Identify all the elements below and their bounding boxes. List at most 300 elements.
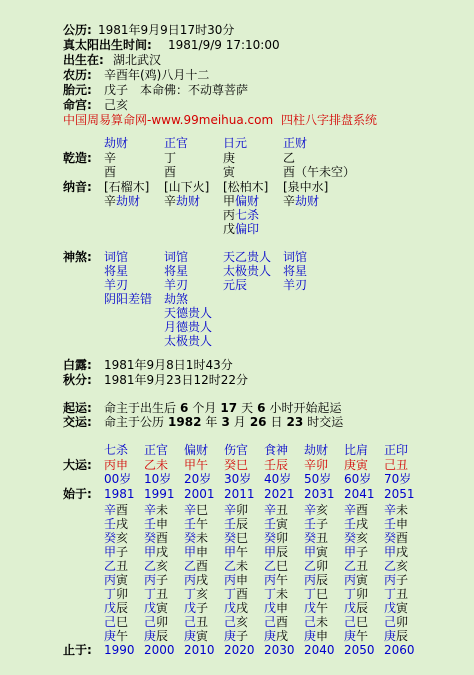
liunian-gan: 丁 [304, 587, 317, 601]
liunian-item [184, 559, 208, 573]
pillar-canggan [223, 208, 259, 222]
liunian-item [224, 517, 248, 531]
liunian-item [104, 615, 128, 629]
yun-number: 3 [221, 415, 230, 429]
liunian-zhi: 寅 [276, 517, 289, 531]
liunian-zhi: 亥 [196, 587, 209, 601]
csd-label: 出生在: [63, 53, 104, 67]
liunian-item [264, 615, 288, 629]
liunian-gan: 庚 [344, 629, 357, 643]
liunian-gan: 壬 [304, 517, 317, 531]
liunian-gan: 丙 [264, 573, 277, 587]
liunian-gan: 丙 [304, 573, 317, 587]
liunian-gan: 癸 [144, 531, 157, 545]
liunian-item [144, 601, 168, 615]
liunian-item [304, 559, 328, 573]
site-link[interactable] [63, 113, 377, 127]
canggan-shishen: 七杀 [235, 208, 260, 222]
liunian-gan: 己 [104, 615, 117, 629]
liunian-item [344, 531, 368, 545]
liunian-zhi: 子 [156, 573, 169, 587]
gongli-value: 1981年9月9日17时30分 [98, 23, 235, 37]
liunian-gan: 庚 [184, 629, 197, 643]
yun-number: 17 [220, 401, 238, 415]
liunian-item [104, 531, 128, 545]
liunian-zhi: 申 [276, 601, 289, 615]
liunian-item [104, 573, 128, 587]
site-link-url[interactable]: 中国周易算命网-www.99meihua.com [63, 113, 274, 127]
liunian-item [304, 573, 328, 587]
pillar-canggan [283, 194, 319, 208]
liunian-zhi: 未 [396, 503, 409, 517]
dayun-end-year: 2040 [304, 643, 335, 657]
liunian-item [344, 573, 368, 587]
pillar-shishen: 正财 [283, 136, 308, 150]
liunian-zhi: 巳 [236, 531, 249, 545]
dayun-start-year: 2031 [304, 487, 335, 501]
liunian-zhi: 申 [236, 573, 249, 587]
liunian-item [104, 517, 128, 531]
liunian-item [224, 615, 248, 629]
liunian-item [384, 587, 408, 601]
site-link-tail[interactable]: 四柱八字排盘系统 [281, 113, 378, 127]
liunian-item [224, 601, 248, 615]
liunian-gan: 戊 [264, 601, 277, 615]
liunian-gan: 乙 [104, 559, 117, 573]
liunian-item [304, 503, 328, 517]
liunian-item [344, 629, 368, 643]
liunian-gan: 丙 [184, 573, 197, 587]
liunian-item [224, 559, 248, 573]
liunian-zhi: 戌 [116, 517, 129, 531]
dayun-end-year: 2000 [144, 643, 175, 657]
liunian-zhi: 戌 [196, 573, 209, 587]
liunian-item [264, 545, 288, 559]
liunian-zhi: 寅 [156, 601, 169, 615]
liunian-zhi: 卯 [236, 503, 249, 517]
dayun-start-year: 2011 [224, 487, 255, 501]
jiaoyun-text [104, 415, 343, 429]
liunian-item [344, 545, 368, 559]
liunian-gan: 辛 [184, 503, 197, 517]
qiyun-text [104, 401, 341, 415]
liunian-item [224, 503, 248, 517]
liunian-zhi: 戌 [276, 629, 289, 643]
liunian-zhi: 子 [356, 545, 369, 559]
qianzao-label: 乾造: [63, 151, 92, 165]
pillar-dizhi: 酉 [104, 165, 117, 179]
liunian-gan: 戊 [344, 601, 357, 615]
liunian-item [184, 503, 208, 517]
liunian-gan: 戊 [384, 601, 397, 615]
liunian-item [144, 615, 168, 629]
liunian-gan: 庚 [144, 629, 157, 643]
shensha-item: 月德贵人 [164, 320, 213, 334]
minggong-label: 命宫: [63, 98, 92, 112]
dayun-age: 40岁 [264, 472, 292, 486]
liunian-zhi: 亥 [356, 531, 369, 545]
liunian-zhi: 丑 [396, 587, 409, 601]
liunian-gan: 甲 [224, 545, 237, 559]
liunian-gan: 壬 [144, 517, 157, 531]
liunian-item [184, 531, 208, 545]
liunian-gan: 壬 [184, 517, 197, 531]
pillar-tiangan: 庚 [223, 151, 236, 165]
liunian-zhi: 酉 [156, 531, 169, 545]
liunian-item [344, 615, 368, 629]
liunian-gan: 己 [344, 615, 357, 629]
liunian-item [304, 531, 328, 545]
liunian-item [144, 629, 168, 643]
dayun-shishen: 正官 [144, 443, 169, 457]
dayun-start-year: 1981 [104, 487, 135, 501]
dayun-end-year: 2010 [184, 643, 215, 657]
liunian-item [144, 517, 168, 531]
liunian-item [224, 531, 248, 545]
dayun-shishen: 伤官 [224, 443, 249, 457]
liunian-item [384, 503, 408, 517]
canggan-gan: 戊 [223, 222, 236, 236]
dayun-start-label: 始于: [63, 487, 92, 501]
gongli-label: 公历: [63, 23, 92, 37]
pillar-tiangan: 辛 [104, 151, 117, 165]
liunian-item [144, 531, 168, 545]
liunian-zhi: 酉 [196, 559, 209, 573]
liunian-item [304, 601, 328, 615]
liunian-gan: 庚 [224, 629, 237, 643]
liunian-zhi: 亥 [236, 615, 249, 629]
liunian-gan: 丙 [344, 573, 357, 587]
shensha-item: 劫煞 [164, 292, 189, 306]
canggan-shishen: 劫财 [176, 194, 201, 208]
zty-label: 真太阳出生时间: [63, 38, 152, 52]
liunian-gan: 己 [264, 615, 277, 629]
liunian-item [104, 545, 128, 559]
liunian-zhi: 午 [316, 601, 329, 615]
yun-number: 6 [180, 401, 189, 415]
jiaoyun-label: 交运: [63, 415, 92, 429]
liunian-gan: 辛 [104, 503, 117, 517]
shensha-item: 词馆 [164, 250, 189, 264]
liunian-item [224, 587, 248, 601]
liunian-item [304, 615, 328, 629]
liunian-item [384, 531, 408, 545]
taiyuan-value: 戊子 本命佛：不动尊菩萨 [104, 83, 249, 97]
liunian-gan: 丙 [384, 573, 397, 587]
liunian-zhi: 酉 [236, 587, 249, 601]
dayun-age: 60岁 [344, 472, 372, 486]
liunian-zhi: 午 [116, 629, 129, 643]
dayun-label: 大运: [63, 458, 92, 472]
nayin-label: 纳音: [63, 180, 92, 194]
dayun-age: 00岁 [104, 472, 132, 486]
liunian-zhi: 子 [316, 517, 329, 531]
liunian-item [304, 517, 328, 531]
liunian-gan: 甲 [264, 545, 277, 559]
liunian-item [144, 545, 168, 559]
liunian-zhi: 酉 [276, 615, 289, 629]
pillar-canggan [104, 194, 140, 208]
liunian-zhi: 寅 [396, 601, 409, 615]
liunian-gan: 庚 [384, 629, 397, 643]
liunian-gan: 己 [224, 615, 237, 629]
liunian-zhi: 酉 [396, 531, 409, 545]
nongli-label: 农历: [63, 68, 92, 82]
liunian-gan: 癸 [384, 531, 397, 545]
liunian-item [384, 601, 408, 615]
liunian-item [344, 503, 368, 517]
liunian-gan: 戊 [304, 601, 317, 615]
shensha-item: 词馆 [283, 250, 308, 264]
liunian-item [184, 615, 208, 629]
liunian-item [384, 517, 408, 531]
liunian-item [184, 587, 208, 601]
yun-number: 23 [286, 415, 304, 429]
dayun-shishen: 劫财 [304, 443, 329, 457]
liunian-zhi: 未 [316, 615, 329, 629]
yun-text: 小时开始起运 [269, 401, 342, 415]
liunian-item [144, 573, 168, 587]
liunian-gan: 戊 [224, 601, 237, 615]
liunian-item [344, 517, 368, 531]
canggan-gan: 甲 [223, 194, 236, 208]
liunian-item [184, 545, 208, 559]
liunian-gan: 辛 [144, 503, 157, 517]
liunian-zhi: 丑 [276, 503, 289, 517]
dayun-age: 10岁 [144, 472, 172, 486]
liunian-zhi: 午 [356, 629, 369, 643]
liunian-item [344, 601, 368, 615]
pillar-nayin: [泉中水] [283, 180, 329, 194]
canggan-shishen: 劫财 [116, 194, 141, 208]
liunian-item [144, 559, 168, 573]
dayun-end-year: 2050 [344, 643, 375, 657]
yun-text: 命主于出生后 [104, 401, 177, 415]
liunian-zhi: 寅 [196, 629, 209, 643]
liunian-zhi: 寅 [316, 545, 329, 559]
pillar-dizhi: 酉（午未空） [283, 165, 356, 179]
shensha-item: 元辰 [223, 278, 248, 292]
liunian-zhi: 辰 [396, 629, 409, 643]
pillar-nayin: [石榴木] [104, 180, 150, 194]
pillar-canggan [164, 194, 200, 208]
liunian-zhi: 亥 [116, 531, 129, 545]
liunian-item [224, 573, 248, 587]
dayun-start-year: 2051 [384, 487, 415, 501]
shensha-item: 羊刃 [164, 278, 189, 292]
canggan-gan: 丙 [223, 208, 236, 222]
liunian-item [264, 503, 288, 517]
pillar-canggan [223, 194, 259, 208]
liunian-item [104, 503, 128, 517]
liunian-zhi: 丑 [196, 615, 209, 629]
dayun-end-year: 2020 [224, 643, 255, 657]
canggan-shishen: 劫财 [295, 194, 320, 208]
dayun-age: 70岁 [384, 472, 412, 486]
liunian-item [184, 517, 208, 531]
liunian-zhi: 午 [276, 573, 289, 587]
dayun-ganzhi: 庚寅 [344, 458, 369, 472]
shensha-label: 神煞: [63, 250, 92, 264]
liunian-zhi: 戌 [156, 545, 169, 559]
shensha-item: 太极贵人 [164, 334, 213, 348]
liunian-gan: 庚 [304, 629, 317, 643]
liunian-zhi: 辰 [316, 573, 329, 587]
dayun-age: 20岁 [184, 472, 212, 486]
liunian-gan: 丙 [144, 573, 157, 587]
liunian-gan: 丙 [224, 573, 237, 587]
liunian-gan: 甲 [184, 545, 197, 559]
liunian-zhi: 丑 [356, 559, 369, 573]
canggan-shishen: 偏印 [235, 222, 260, 236]
pillar-canggan [223, 222, 259, 236]
liunian-gan: 壬 [224, 517, 237, 531]
liunian-item [344, 559, 368, 573]
liunian-gan: 己 [304, 615, 317, 629]
liunian-gan: 乙 [264, 559, 277, 573]
liunian-gan: 辛 [224, 503, 237, 517]
liunian-item [104, 601, 128, 615]
liunian-item [384, 615, 408, 629]
pillar-dizhi: 酉 [164, 165, 177, 179]
liunian-item [264, 601, 288, 615]
dayun-end-label: 止于: [63, 643, 92, 657]
dayun-start-year: 2041 [344, 487, 375, 501]
dayun-end-year: 2060 [384, 643, 415, 657]
liunian-gan: 甲 [104, 545, 117, 559]
liunian-zhi: 酉 [356, 503, 369, 517]
liunian-zhi: 亥 [316, 503, 329, 517]
yun-text: 命主于公历 [104, 415, 165, 429]
liunian-zhi: 丑 [316, 531, 329, 545]
liunian-gan: 癸 [344, 531, 357, 545]
liunian-gan: 庚 [264, 629, 277, 643]
pillar-tiangan: 丁 [164, 151, 177, 165]
liunian-item [184, 601, 208, 615]
liunian-gan: 丁 [384, 587, 397, 601]
liunian-zhi: 未 [236, 559, 249, 573]
yun-number: 26 [249, 415, 267, 429]
liunian-zhi: 申 [156, 517, 169, 531]
yun-text: 日 [270, 415, 283, 429]
liunian-gan: 丁 [104, 587, 117, 601]
dayun-ganzhi: 甲午 [184, 458, 209, 472]
liunian-zhi: 辰 [276, 545, 289, 559]
liunian-zhi: 子 [396, 573, 409, 587]
liunian-zhi: 辰 [236, 517, 249, 531]
dayun-shishen: 食神 [264, 443, 289, 457]
liunian-item [104, 629, 128, 643]
liunian-zhi: 卯 [396, 615, 409, 629]
liunian-zhi: 巳 [196, 503, 209, 517]
dayun-ganzhi: 丙申 [104, 458, 129, 472]
liunian-gan: 庚 [104, 629, 117, 643]
liunian-zhi: 辰 [356, 601, 369, 615]
liunian-gan: 乙 [184, 559, 197, 573]
yun-text: 个月 [192, 401, 217, 415]
liunian-item [264, 517, 288, 531]
liunian-gan: 癸 [224, 531, 237, 545]
dayun-ganzhi: 辛卯 [304, 458, 329, 472]
liunian-item [384, 573, 408, 587]
liunian-gan: 乙 [304, 559, 317, 573]
liunian-zhi: 亥 [156, 559, 169, 573]
liunian-gan: 戊 [184, 601, 197, 615]
liunian-zhi: 申 [396, 517, 409, 531]
liunian-item [144, 503, 168, 517]
liunian-item [264, 587, 288, 601]
liunian-zhi: 卯 [116, 587, 129, 601]
liunian-zhi: 子 [196, 601, 209, 615]
pillar-nayin: [山下火] [164, 180, 210, 194]
zty-value: 1981/9/9 17:10:00 [168, 38, 280, 52]
liunian-zhi: 未 [156, 503, 169, 517]
liunian-gan: 癸 [104, 531, 117, 545]
yun-number: 1982 [168, 415, 202, 429]
liunian-zhi: 丑 [116, 559, 129, 573]
liunian-gan: 乙 [384, 559, 397, 573]
yun-text: 时交运 [307, 415, 344, 429]
minggong-value: 己亥 [104, 98, 129, 112]
liunian-gan: 壬 [384, 517, 397, 531]
liunian-gan: 壬 [344, 517, 357, 531]
liunian-zhi: 午 [236, 545, 249, 559]
liunian-gan: 甲 [144, 545, 157, 559]
qiufen-label: 秋分: [63, 373, 92, 387]
dayun-end-year: 1990 [104, 643, 135, 657]
liunian-gan: 乙 [224, 559, 237, 573]
pillar-shishen: 劫财 [104, 136, 129, 150]
dayun-ganzhi: 壬辰 [264, 458, 289, 472]
liunian-zhi: 酉 [116, 503, 129, 517]
liunian-item [264, 629, 288, 643]
dayun-shishen: 比肩 [344, 443, 369, 457]
dayun-age: 50岁 [304, 472, 332, 486]
liunian-zhi: 申 [316, 629, 329, 643]
liunian-zhi: 子 [236, 629, 249, 643]
liunian-item [304, 587, 328, 601]
liunian-gan: 癸 [264, 531, 277, 545]
bailu-value: 1981年9月8日1时43分 [104, 358, 233, 372]
liunian-zhi: 未 [276, 587, 289, 601]
liunian-zhi: 辰 [116, 601, 129, 615]
dayun-start-year: 2001 [184, 487, 215, 501]
liunian-item [304, 545, 328, 559]
canggan-shishen: 偏财 [235, 194, 260, 208]
liunian-item [224, 545, 248, 559]
liunian-gan: 丁 [224, 587, 237, 601]
liunian-gan: 丁 [344, 587, 357, 601]
liunian-zhi: 亥 [396, 559, 409, 573]
bailu-label: 白露: [63, 358, 92, 372]
taiyuan-label: 胎元: [63, 83, 92, 97]
liunian-gan: 辛 [344, 503, 357, 517]
liunian-zhi: 未 [196, 531, 209, 545]
liunian-zhi: 辰 [156, 629, 169, 643]
shensha-item: 天乙贵人 [223, 250, 272, 264]
liunian-gan: 癸 [184, 531, 197, 545]
liunian-zhi: 寅 [356, 573, 369, 587]
liunian-zhi: 子 [116, 545, 129, 559]
yun-text: 年 [205, 415, 218, 429]
pillar-dizhi: 寅 [223, 165, 236, 179]
liunian-gan: 辛 [304, 503, 317, 517]
liunian-item [384, 629, 408, 643]
dayun-age: 30岁 [224, 472, 252, 486]
dayun-start-year: 2021 [264, 487, 295, 501]
liunian-zhi: 巳 [276, 559, 289, 573]
liunian-item [264, 531, 288, 545]
